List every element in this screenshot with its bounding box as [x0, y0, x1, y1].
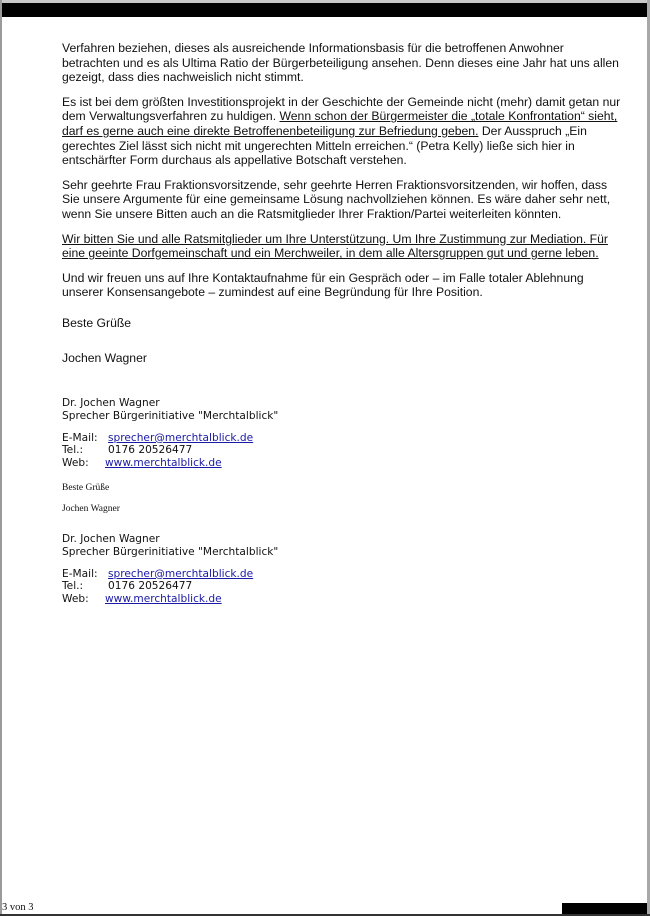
paragraph-2-text-c: Der Ausspruch „Ein gerechtes Ziel lässt sich nicht mit ungerechten Mitteln erreichen.“ (Petra Kelly) ließe sich hier in entschärfter Form durchaus als appellative Botschaft verstehen.: [62, 123, 587, 168]
signature-tel-row: [62, 580, 622, 593]
signature-name: Dr. Jochen Wagner: [62, 397, 160, 410]
paragraph-2-underlined: Wenn schon der Bürgermeister die „totale Konfrontation“ sieht, darf es gerne auch eine direkte Betroffenenbeteiligung zur Befriedung geben.: [62, 109, 618, 138]
page-indicator: 3 von 3: [2, 902, 34, 913]
web-label: Web:: [62, 457, 89, 470]
signature-email-row: [62, 568, 622, 581]
paragraph-1: Verfahren beziehen, dieses als ausreichende Informationsbasis für die betroffenen Anwohner betrachten und es als Ultima Ratio der Bürgerbeteiligung ansehen. Denn dieses eine Jahr hat uns allen gezeigt, dass dies nachweislich nicht stimmt.: [62, 41, 619, 85]
signature-tel-row: [62, 444, 622, 457]
repeat-closing-name: Jochen Wagner: [62, 504, 120, 515]
paragraph-2-text-a: Es ist bei dem größten Investitionsprojekt in der Geschichte der Gemeinde nicht (mehr) damit getan nur dem Verwaltungsverfahren zu huldigen.: [62, 94, 621, 124]
signature-web-row: [62, 457, 622, 470]
letter-body: [62, 41, 622, 606]
tel-label: Tel.:: [62, 444, 84, 457]
signature-role: Sprecher Bürgerinitiative "Merchtalblick": [62, 545, 279, 558]
paragraph-3: Sehr geehrte Frau Fraktionsvorsitzende, sehr geehrte Herren Fraktionsvorsitzenden, wir hoffen, dass Sie unsere Argumente für eine gemeinsame Lösung nachvollziehen können. Es wäre daher sehr nett, wenn Sie unsere Bitten auch an die Ratsmitglieder Ihrer Fraktion/Partei weiterleiten könnten.: [62, 177, 611, 221]
paragraph-5: Und wir freuen uns auf Ihre Kontaktaufnahme für ein Gespräch oder – im Falle totaler Ablehnung unserer Konsensangebote – zumindest auf eine Begründung für Ihre Position.: [62, 270, 584, 300]
redaction-bar-top: [2, 3, 647, 17]
repeat-closing-greeting: Beste Grüße: [62, 483, 110, 494]
tel-value: 0176 20526477: [108, 444, 193, 457]
web-label: Web:: [62, 593, 89, 606]
page-frame-left: [0, 0, 2, 916]
signature-email-row: [62, 432, 622, 445]
tel-label: Tel.:: [62, 580, 84, 593]
paragraph-4-underlined: Wir bitten Sie und alle Ratsmitglieder um Ihre Unterstützung. Um Ihre Zustimmung zur Mediation. Für eine geeinte Dorfgemeinschaft und ein Merchweiler, in dem alle Altersgruppen gut und gerne leben.: [62, 231, 608, 261]
closing-name: Jochen Wagner: [62, 350, 147, 365]
signature-web-row: [62, 593, 622, 606]
paragraph-2: [62, 95, 622, 168]
signature-role: Sprecher Bürgerinitiative "Merchtalblick": [62, 409, 279, 422]
closing-greeting: Beste Grüße: [62, 315, 132, 330]
tel-value: 0176 20526477: [108, 580, 193, 593]
web-link[interactable]: www.merchtalblick.de: [105, 593, 222, 606]
email-label: E-Mail:: [62, 431, 98, 444]
email-link[interactable]: sprecher@merchtalblick.de: [108, 567, 254, 580]
signature-block-2: [62, 533, 622, 606]
web-link[interactable]: www.merchtalblick.de: [105, 457, 222, 470]
email-link[interactable]: sprecher@merchtalblick.de: [108, 431, 254, 444]
signature-block: [62, 397, 622, 470]
signature-name: Dr. Jochen Wagner: [62, 533, 160, 546]
email-label: E-Mail:: [62, 567, 98, 580]
